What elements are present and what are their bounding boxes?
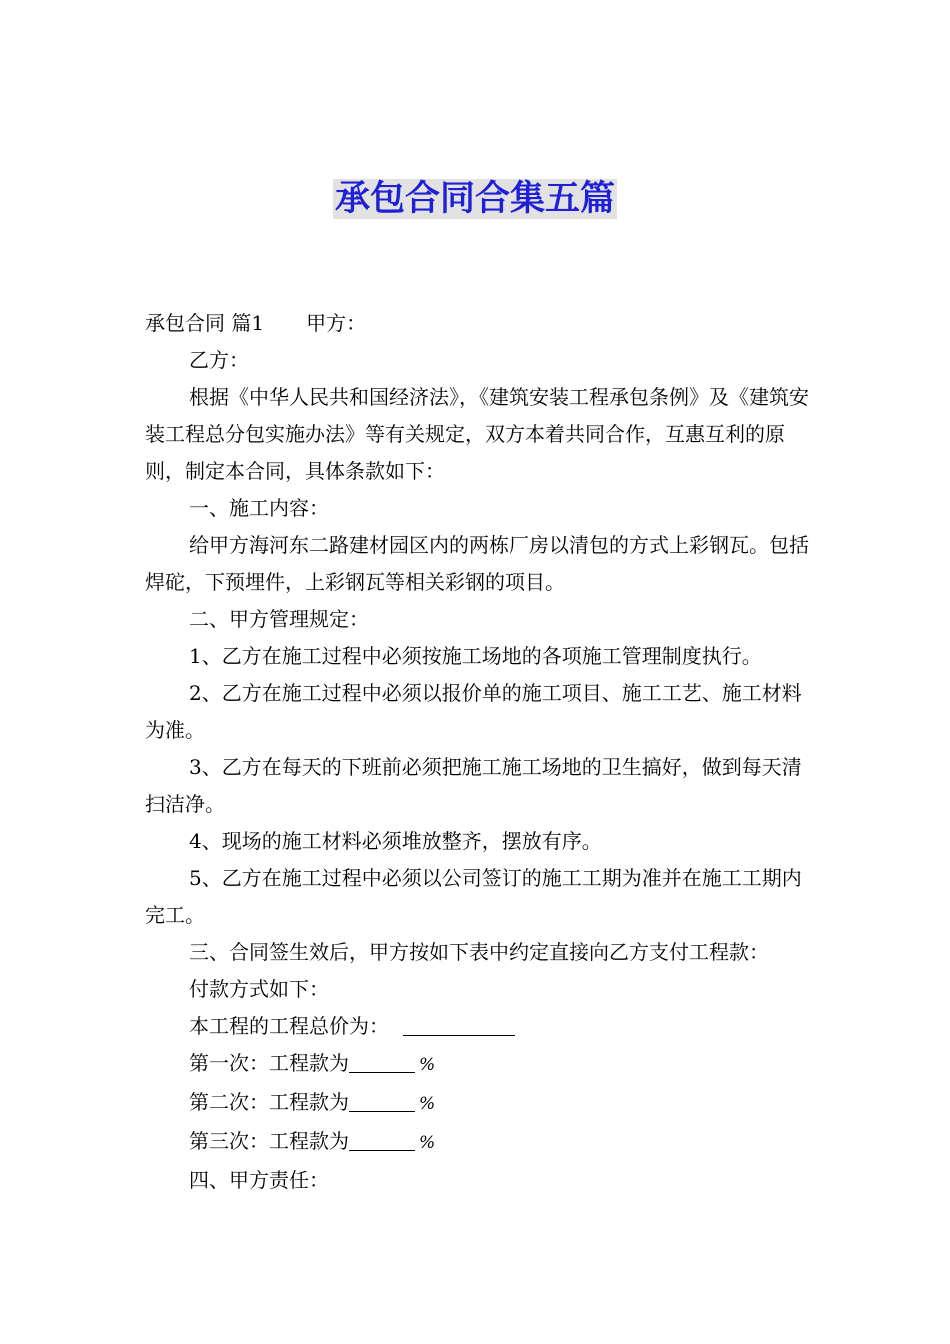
rule-item-2: 2、乙方在施工过程中必须以报价单的施工项目、施工工艺、施工材料为准。 (145, 681, 802, 742)
percent-sign: % (419, 1055, 436, 1075)
payment-total-label: 本工程的工程总价为： (189, 1014, 389, 1038)
payment-first-line (145, 1045, 813, 1084)
party-a-label: 甲方： (306, 311, 367, 335)
third-payment-blank[interactable] (349, 1128, 415, 1151)
first-payment-blank[interactable] (349, 1050, 415, 1073)
page-title (0, 174, 950, 224)
document-body (145, 305, 813, 1199)
clause-paragraph: 给甲方海河东二路建材园区内的两栋厂房以清包的方式上彩钢瓦。包括焊砣，下预埋件，上彩钢瓦等相关彩钢的项目。 (145, 533, 809, 594)
payment-total-line (145, 1008, 813, 1045)
payment-method-label: 付款方式如下： (189, 977, 329, 1001)
clause-heading-1: 一、施工内容： (189, 496, 329, 520)
clause-heading-4: 四、甲方责任： (189, 1168, 329, 1192)
section-heading: 承包合同 篇1 (145, 311, 265, 335)
payment-third-label: 第三次：工程款为 (189, 1129, 349, 1153)
total-price-blank[interactable] (403, 1013, 515, 1036)
rule-item-5: 5、乙方在施工过程中必须以公司签订的施工工期为准并在施工工期内完工。 (145, 866, 802, 927)
preamble-paragraph: 根据《中华人民共和国经济法》，《建筑安装工程承包条例》及《建筑安装工程总分包实施办法》等有关规定，双方本着共同合作，互惠互利的原则，制定本合同，具体条款如下： (145, 385, 809, 483)
section-heading-line (145, 305, 813, 342)
party-b-label: 乙方： (189, 348, 249, 372)
second-payment-blank[interactable] (349, 1089, 415, 1112)
percent-sign: % (419, 1133, 436, 1153)
page-title-text: 承包合同合集五篇 (334, 179, 615, 219)
payment-second-label: 第二次：工程款为 (189, 1090, 349, 1114)
rule-item-4: 4、现场的施工材料必须堆放整齐，摆放有序。 (189, 829, 602, 853)
payment-first-label: 第一次：工程款为 (189, 1051, 349, 1075)
rule-item-3: 3、乙方在每天的下班前必须把施工施工场地的卫生搞好，做到每天清扫洁净。 (145, 755, 802, 816)
clause-heading-2: 二、甲方管理规定： (189, 607, 369, 631)
percent-sign: % (419, 1094, 436, 1114)
clause-heading-3: 三、合同签生效后，甲方按如下表中约定直接向乙方支付工程款： (189, 940, 769, 964)
payment-second-line (145, 1084, 813, 1123)
payment-third-line (145, 1123, 813, 1162)
rule-item-1: 1、乙方在施工过程中必须按施工场地的各项施工管理制度执行。 (189, 644, 762, 668)
